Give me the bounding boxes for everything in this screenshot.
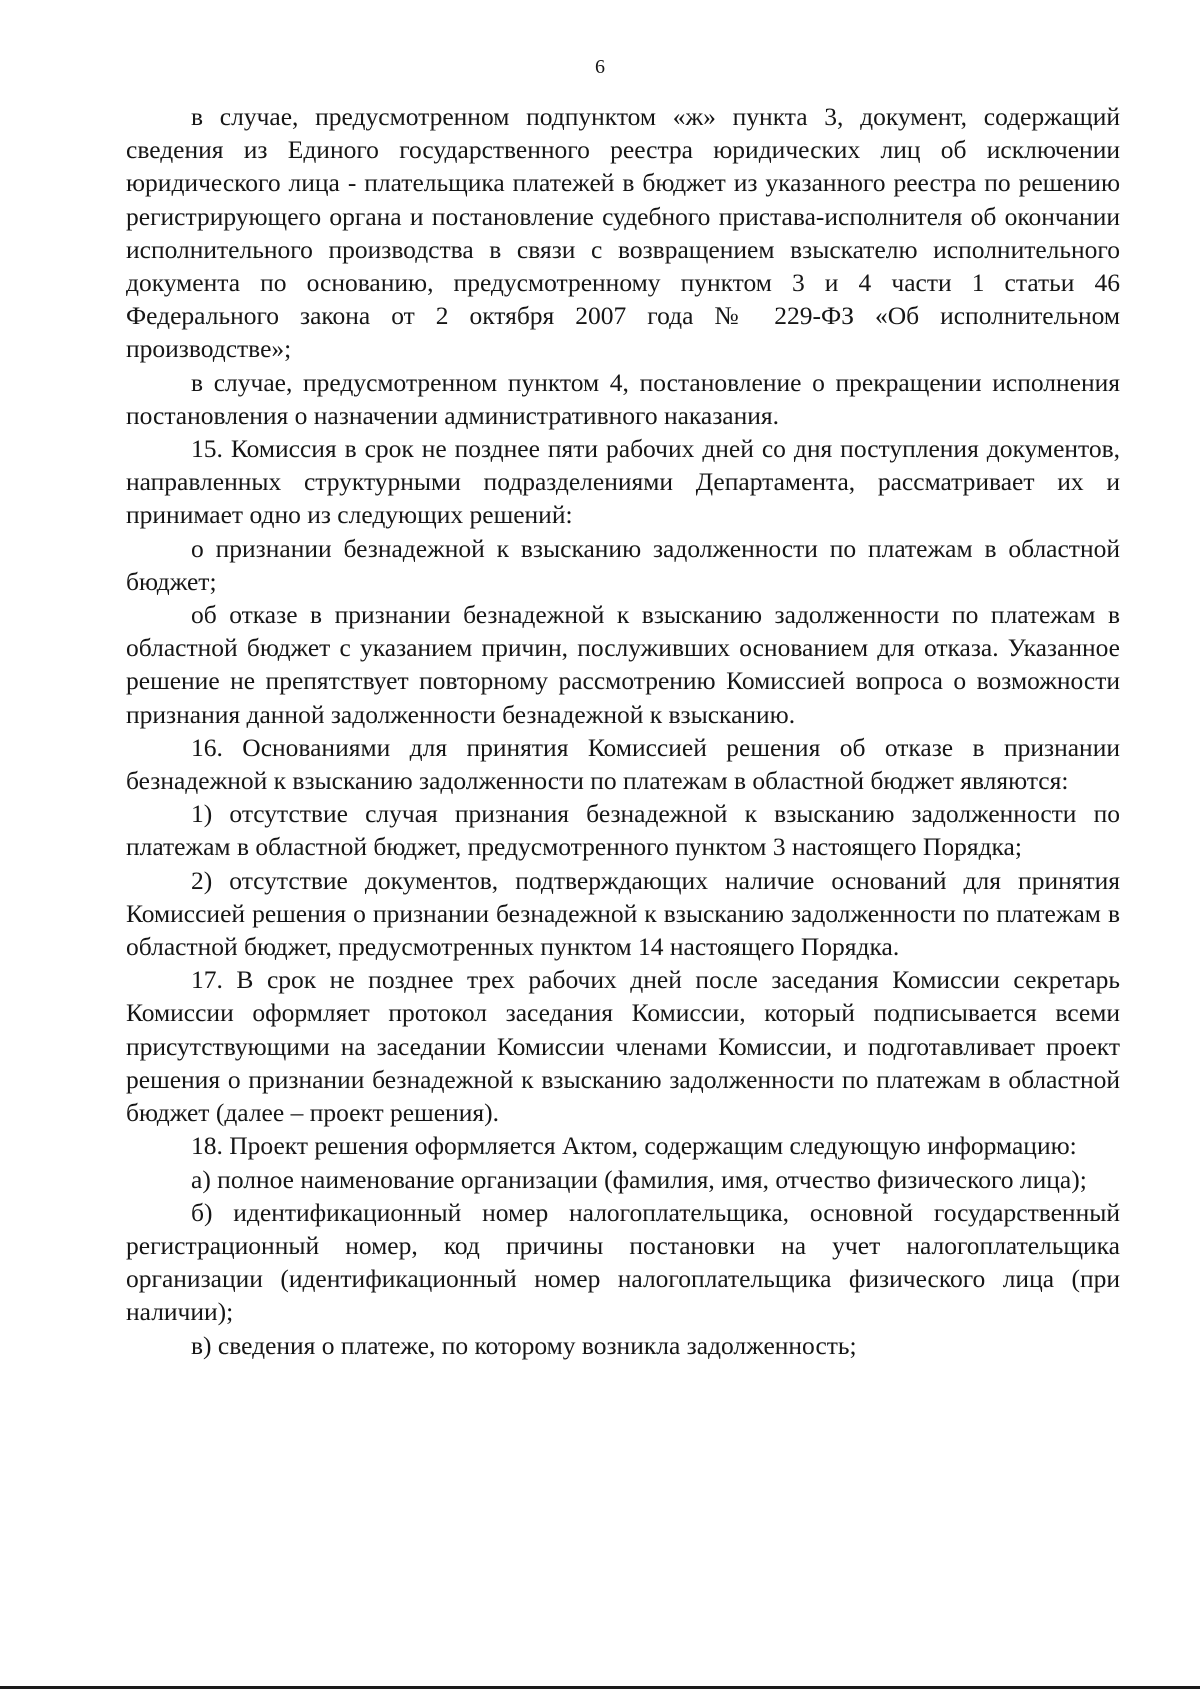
paragraph-documents-subitem-zh: в случае, предусмотренном подпунктом «ж» пункта 3, документ, содержащий сведения из Единого государственного реестра юридических лиц об исключении юридического лица - плательщика платежей в бюджет из указанного реестра по решению регистрирующего органа и постановление судебного пристава-исполнителя об окончании исполнительного производства в связи с возвращением взыскателю исполнительного документа по основанию, предусмотренному пунктом 3 и 4 части 1 статьи 46 Федерального закона от 2 октября 2007 года № 229-ФЗ «Об исполнительном производстве»; — [126, 102, 1120, 364]
scan-bottom-edge-line — [0, 1686, 1200, 1689]
paragraph-decision-refuse: об отказе в признании безнадежной к взысканию задолженности по платежам в областной бюджет с указанием причин, послуживших основанием для отказа. Указанное решение не препятствует повторному рассмотрению Комиссией вопроса о возможности признания данной задолженности безнадежной к взысканию. — [126, 600, 1120, 729]
paragraph-17: 17. В срок не позднее трех рабочих дней после заседания Комиссии секретарь Комиссии оформляет протокол заседания Комиссии, который подписывается всеми присутствующими на заседании Комиссии членами Комиссии, и подготавливает проект решения о признании безнадежной к взысканию задолженности по платежам в областной бюджет (далее – проект решения). — [126, 965, 1120, 1128]
paragraph-18-item-a: а) полное наименование организации (фамилия, имя, отчество физического лица); — [191, 1164, 1087, 1194]
paragraph-15: 15. Комиссия в срок не позднее пяти рабочих дней со дня поступления документов, направленных структурными подразделениями Департамента, рассматривает их и принимает одно из следующих решений: — [126, 434, 1120, 530]
paragraph-16: 16. Основаниями для принятия Комиссией решения об отказе в признании безнадежной к взысканию задолженности по платежам в областной бюджет являются: — [126, 732, 1120, 796]
document-body — [126, 100, 1120, 1362]
page-number: 6 — [595, 56, 605, 78]
paragraph-18: 18. Проект решения оформляется Актом, содержащим следующую информацию: — [191, 1131, 1077, 1161]
paragraph-16-item-1: 1) отсутствие случая признания безнадежной к взысканию задолженности по платежам в областной бюджет, предусмотренного пунктом 3 настоящего Порядка; — [126, 799, 1120, 862]
paragraph-18-item-v: в) сведения о платеже, по которому возникла задолженность; — [191, 1330, 857, 1360]
paragraph-16-item-2: 2) отсутствие документов, подтверждающих наличие оснований для принятия Комиссией решения о признании безнадежной к взысканию задолженности по платежам в областной бюджет, предусмотренных пунктом 14 настоящего Порядка. — [126, 865, 1120, 962]
paragraph-decision-recognize: о признании безнадежной к взысканию задолженности по платежам в областной бюджет; — [126, 533, 1120, 596]
paragraph-18-item-b: б) идентификационный номер налогоплательщика, основной государственный регистрационный номер, код причины постановки на учет налогоплательщика организации (идентификационный номер налогоплательщика физического лица (при наличии); — [126, 1197, 1120, 1327]
paragraph-documents-item-4: в случае, предусмотренном пунктом 4, постановление о прекращении исполнения постановления о назначении административного наказания. — [126, 367, 1120, 430]
